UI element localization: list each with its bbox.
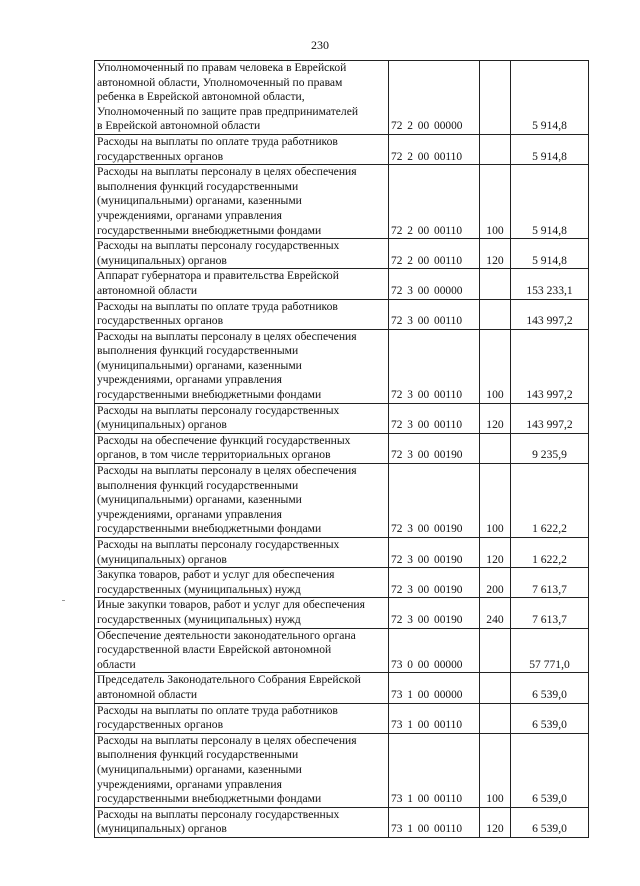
row-name: Расходы на выплаты по оплате труда работников государственных органов [97,134,338,163]
row-name: Расходы на выплаты персоналу государственных (муниципальных) органов [97,807,340,836]
row-expense-type: 100 [480,464,511,538]
row-expense-type: 100 [480,733,511,807]
row-expense-type [480,433,511,463]
row-expense-type: 120 [480,403,511,433]
table-row [95,299,589,329]
row-amount: 6 539,0 [511,807,589,837]
table-row [95,239,589,269]
table-row [95,628,589,673]
table-row [95,134,589,164]
row-name-cell [95,538,389,568]
row-code: 72 3 00 00000 [389,269,480,299]
row-amount: 5 914,8 [511,61,589,135]
row-name-cell [95,134,389,164]
row-code: 72 3 00 00190 [389,464,480,538]
row-expense-type [480,628,511,673]
row-amount: 143 997,2 [511,403,589,433]
row-amount: 143 997,2 [511,329,589,403]
row-amount: 1 622,2 [511,464,589,538]
row-name-cell [95,733,389,807]
table-row [95,568,589,598]
row-name-cell [95,403,389,433]
row-expense-type [480,134,511,164]
table-row [95,807,589,837]
row-code: 72 3 00 00110 [389,329,480,403]
row-amount: 9 235,9 [511,433,589,463]
row-code: 73 1 00 00110 [389,807,480,837]
row-name: Обеспечение деятельности законодательного органа государственной власти Еврейской автономной области [97,628,356,671]
table-row [95,329,589,403]
row-name: Расходы на выплаты персоналу в целях обеспечения выполнения функций государственными (муниципальными) органами, казенными учреждениями, органами управления государственными внебюджетными фондами [97,165,357,237]
table-row [95,598,589,628]
row-name-cell [95,464,389,538]
row-name: Расходы на выплаты персоналу в целях обеспечения выполнения функций государственными (муниципальными) органами, казенными учреждениями, органами управления государственными внебюджетными фондами [97,733,357,806]
row-expense-type [480,61,511,135]
row-name: Расходы на выплаты персоналу государственных (муниципальных) органов [97,239,340,267]
row-name-cell [95,807,389,837]
row-code: 72 2 00 00110 [389,239,480,269]
table-row [95,403,589,433]
row-name-cell [95,61,389,135]
row-expense-type: 120 [480,239,511,269]
row-name-cell [95,299,389,329]
row-name-cell [95,269,389,299]
row-name: Расходы на выплаты персоналу в целях обеспечения выполнения функций государственными (муниципальными) органами, казенными учреждениями, органами управления государственными внебюджетными фондами [97,329,357,402]
budget-table-body [95,61,589,838]
row-name: Закупка товаров, работ и услуг для обеспечения государственных (муниципальных) нужд [97,568,335,596]
row-name: Расходы на обеспечение функций государственных органов, в том числе территориальных органов [97,433,351,462]
row-amount: 7 613,7 [511,598,589,628]
row-code: 73 1 00 00000 [389,673,480,703]
row-code: 72 2 00 00110 [389,134,480,164]
table-row [95,538,589,568]
row-code: 72 3 00 00190 [389,538,480,568]
row-name-cell [95,239,389,269]
row-name-cell [95,673,389,703]
row-code: 73 0 00 00000 [389,628,480,673]
table-row [95,165,589,239]
row-name-cell [95,165,389,239]
row-name-cell [95,568,389,598]
row-name-cell [95,598,389,628]
row-amount: 6 539,0 [511,673,589,703]
row-expense-type: 240 [480,598,511,628]
row-name: Председатель Законодательного Собрания Еврейской автономной области [97,673,361,701]
row-name: Аппарат губернатора и правительства Еврейской автономной области [97,269,339,297]
row-amount: 5 914,8 [511,239,589,269]
table-row [95,673,589,703]
row-expense-type: 120 [480,538,511,568]
row-amount: 57 771,0 [511,628,589,673]
table-row [95,464,589,538]
row-code: 72 3 00 00110 [389,403,480,433]
row-amount: 5 914,8 [511,134,589,164]
table-row [95,269,589,299]
row-expense-type: 120 [480,807,511,837]
row-code: 72 3 00 00190 [389,433,480,463]
row-name: Расходы на выплаты персоналу государственных (муниципальных) органов [97,538,340,566]
budget-table [94,60,589,838]
row-name: Расходы на выплаты персоналу государственных (муниципальных) органов [97,403,340,432]
row-name-cell [95,703,389,733]
row-expense-type: 100 [480,329,511,403]
row-code: 73 1 00 00110 [389,733,480,807]
row-expense-type: 100 [480,165,511,239]
row-amount: 6 539,0 [511,703,589,733]
row-expense-type: 200 [480,568,511,598]
row-name: Расходы на выплаты по оплате труда работников государственных органов [97,703,338,732]
row-name: Иные закупки товаров, работ и услуг для обеспечения государственных (муниципальных) нужд [97,598,365,626]
row-name-cell [95,433,389,463]
page-number: 230 [311,38,329,52]
row-name-cell [95,628,389,673]
row-amount: 153 233,1 [511,269,589,299]
row-name: Расходы на выплаты по оплате труда работников государственных органов [97,299,338,328]
row-code: 72 3 00 00110 [389,299,480,329]
row-amount: 1 622,2 [511,538,589,568]
row-code: 73 1 00 00110 [389,703,480,733]
table-row [95,433,589,463]
table-row [95,733,589,807]
row-amount: 143 997,2 [511,299,589,329]
row-name-cell [95,329,389,403]
table-row [95,703,589,733]
scan-mark [62,600,65,601]
row-name: Уполномоченный по правам человека в Еврейской автономной области, Уполномоченный по правам ребенка в Еврейской автономной области, Уполномоченный по защите прав предпринимателей в Еврейской автономной области [97,61,359,133]
row-code: 72 3 00 00190 [389,568,480,598]
row-expense-type [480,673,511,703]
row-amount: 6 539,0 [511,733,589,807]
row-code: 72 3 00 00190 [389,598,480,628]
row-expense-type [480,703,511,733]
row-amount: 5 914,8 [511,165,589,239]
row-amount: 7 613,7 [511,568,589,598]
row-expense-type [480,269,511,299]
table-row [95,61,589,135]
row-code: 72 2 00 00110 [389,165,480,239]
row-code: 72 2 00 00000 [389,61,480,135]
row-expense-type [480,299,511,329]
row-name: Расходы на выплаты персоналу в целях обеспечения выполнения функций государственными (муниципальными) органами, казенными учреждениями, органами управления государственными внебюджетными фондами [97,464,357,536]
